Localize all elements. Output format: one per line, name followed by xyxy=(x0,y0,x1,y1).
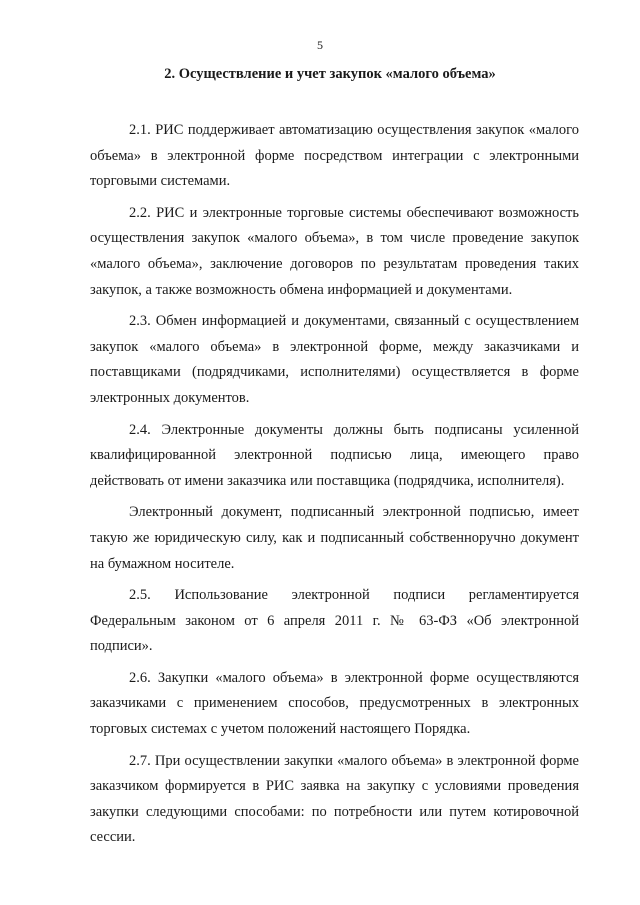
section-body xyxy=(90,118,579,857)
paragraph-2-1: 2.1. РИС поддерживает автоматизацию осуществления закупок «малого объема» в электронной форме посредством интеграции с электронными торговыми системами. xyxy=(90,122,579,190)
paragraph-2-5: 2.5. Использование электронной подписи регламентируется Федеральным законом от 6 апреля 2011 г. № 63-ФЗ «Об электронной подписи». xyxy=(90,587,579,655)
paragraph-2-7: 2.7. При осуществлении закупки «малого объема» в электронной форме заказчиком формируется в РИС заявка на закупку с условиями проведения закупки следующими способами: по потребности или путем котировочной сессии. xyxy=(90,752,579,846)
paragraph-2-4-signature-note: Электронный документ, подписанный электронной подписью, имеет такую же юридическую силу, как и подписанный собственноручно документ на бумажном носителе. xyxy=(90,504,579,572)
paragraph-2-4: 2.4. Электронные документы должны быть подписаны усиленной квалифицированной электронной подписью лица, имеющего право действовать от имени заказчика или поставщика (подрядчика, исполнителя). xyxy=(90,421,579,489)
paragraph-2-2: 2.2. РИС и электронные торговые системы обеспечивают возможность осуществления закупок «малого объема», в том числе проведение закупок «малого объема», заключение договоров по результатам проведения таких закупок, а также возможность обмена информацией и документами. xyxy=(90,204,579,298)
section-heading: 2. Осуществление и учет закупок «малого объема» xyxy=(164,66,496,82)
paragraph-2-3: 2.3. Обмен информацией и документами, связанный с осуществлением закупок «малого объема» в электронной форме, между заказчиками и поставщиками (подрядчиками, исполнителями) осуществляется в форме электронных документов. xyxy=(90,313,579,406)
page-number: 5 xyxy=(317,38,323,52)
paragraph-2-6: 2.6. Закупки «малого объема» в электронной форме осуществляются заказчиками с применением способов, предусмотренных в электронных торговых системах с учетом положений настоящего Порядка. xyxy=(90,669,579,738)
